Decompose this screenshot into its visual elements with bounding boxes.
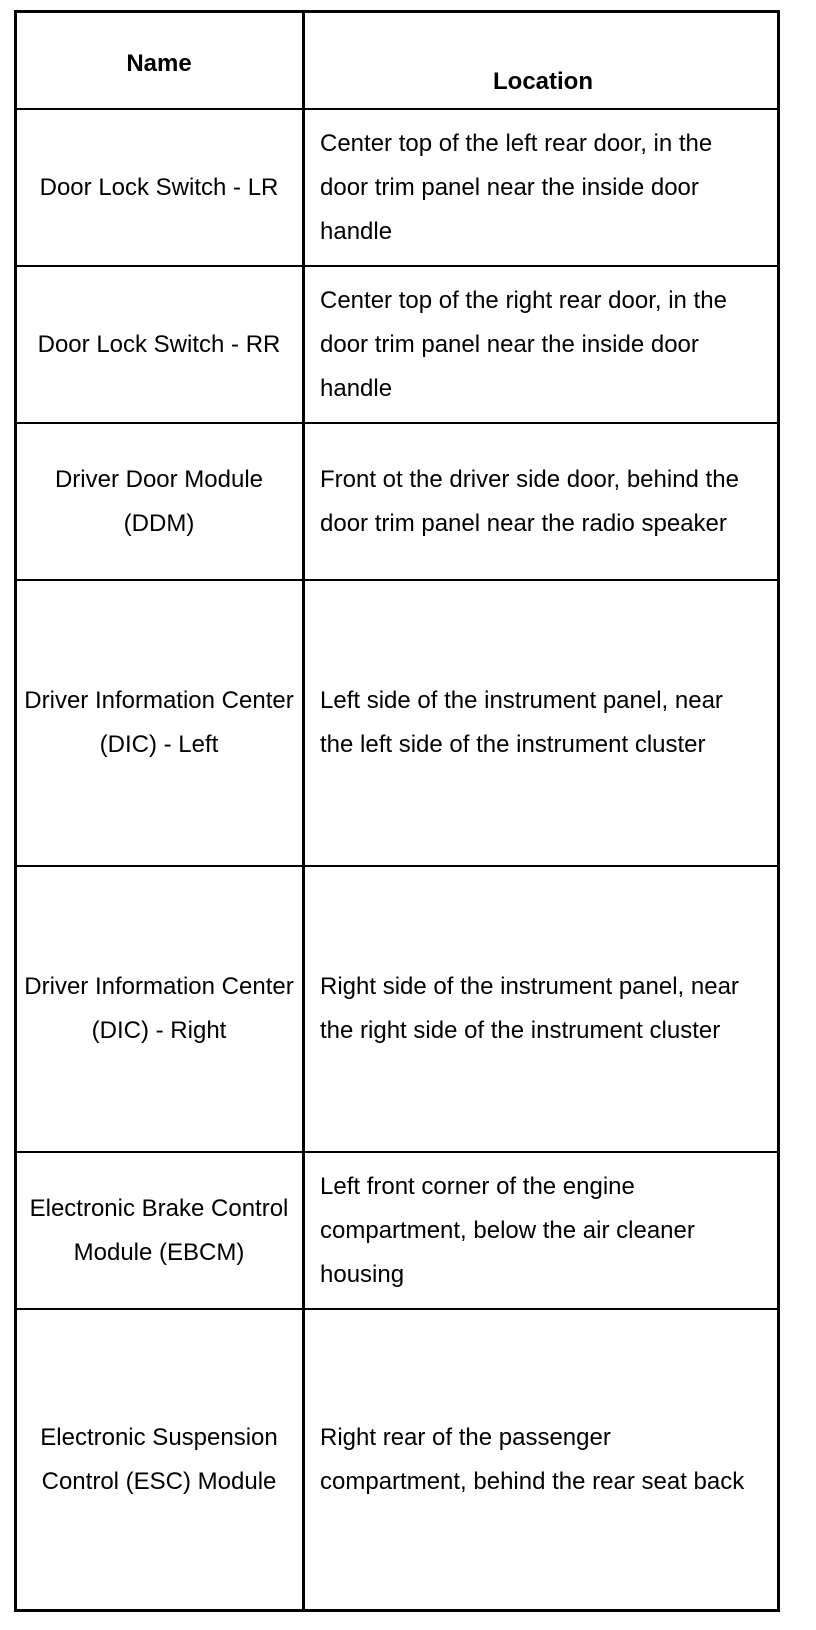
cell-location: Front ot the driver side door, behind the door trim panel near the radio speaker: [320, 465, 739, 537]
table-header-row: [14, 10, 780, 110]
cell-name: Door Lock Switch - LR: [39, 173, 279, 201]
cell-name: Driver Information Center (DIC) - Left: [24, 687, 294, 758]
table-row: [14, 267, 780, 424]
cell-location: Right rear of the passenger compartment, behind the rear seat back: [320, 1423, 745, 1495]
cell-location: Left side of the instrument panel, near the left side of the instrument cluster: [320, 687, 723, 758]
cell-name: Driver Door Module (DDM): [54, 465, 264, 537]
cell-name: Driver Information Center (DIC) - Right: [24, 973, 294, 1044]
cell-location: Center top of the right rear door, in the door trim panel near the inside door handle: [320, 286, 727, 402]
cell-location: Left front corner of the engine compartment, below the air cleaner housing: [320, 1172, 695, 1288]
cell-name: Electronic Brake Control Module (EBCM): [29, 1194, 289, 1266]
table-row: [14, 1153, 780, 1310]
cell-location: Center top of the left rear door, in the door trim panel near the inside door handle: [320, 129, 713, 245]
cell-location: Right side of the instrument panel, near the right side of the instrument cluster: [320, 973, 739, 1044]
cell-name: Electronic Suspension Control (ESC) Module: [40, 1423, 278, 1495]
table-row: [14, 110, 780, 267]
table-row: [14, 1310, 780, 1609]
cell-name: Door Lock Switch - RR: [37, 330, 281, 358]
table-row: [14, 867, 780, 1153]
column-header-name: Name: [126, 50, 192, 77]
column-header-location: Location: [493, 68, 593, 95]
table-row: [14, 581, 780, 867]
table-row: [14, 424, 780, 581]
